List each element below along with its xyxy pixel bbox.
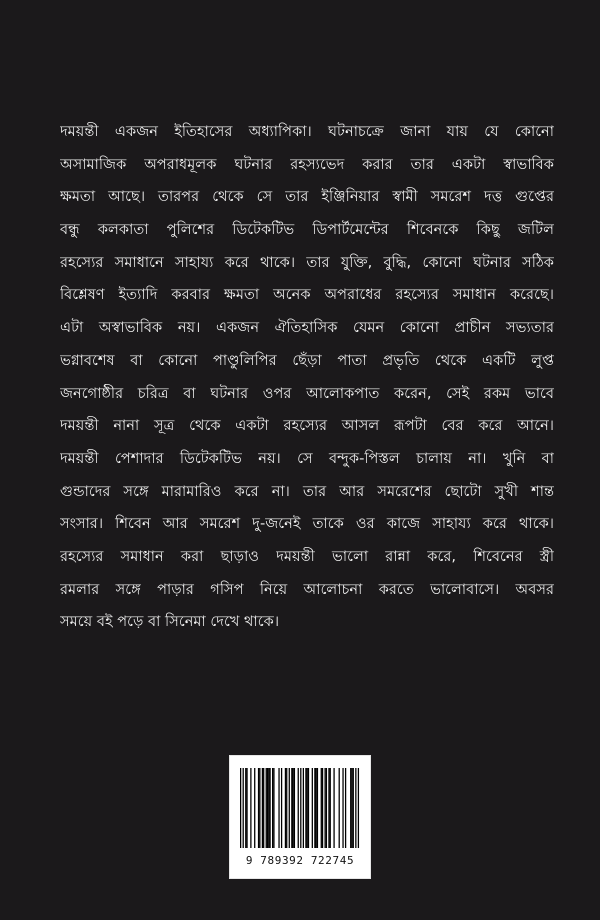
- barcode-bar: [258, 768, 259, 848]
- isbn-barcode: [229, 755, 371, 879]
- barcode-bar: [328, 768, 329, 848]
- barcode-bar: [353, 768, 354, 848]
- barcode-bar: [351, 768, 352, 848]
- barcode-bar: [330, 768, 331, 848]
- barcode-bar: [259, 768, 260, 848]
- blurb-line: রমলার সঙ্গে পাড়ার গসিপ নিয়ে আলোচনা করতে ভালোবাসে। অবসর: [60, 580, 554, 598]
- blurb-line: ক্ষমতা আছে। তারপর থেকে সে তার ইঞ্জিনিয়ার স্বামী সমরেশ দত্ত গুপ্তের: [60, 188, 554, 206]
- barcode-bar: [350, 768, 351, 848]
- barcode-bar: [278, 768, 279, 848]
- barcode-bar: [250, 768, 251, 848]
- barcode-bar: [339, 768, 340, 848]
- barcode-bar: [345, 768, 346, 848]
- barcode-bar: [292, 768, 293, 848]
- blurb-line: সময়ে বই পড়ে বা সিনেমা দেখে থাকে।: [60, 613, 280, 631]
- barcode-bar: [307, 768, 308, 848]
- barcode-bar: [321, 768, 322, 848]
- barcode-bar: [312, 768, 313, 848]
- barcode-bar: [266, 768, 267, 848]
- barcode-bar: [355, 768, 356, 848]
- barcode-bar: [322, 768, 323, 848]
- blurb-line: দময়ন্তী পেশাদার ডিটেকটিভ নয়। সে বন্দুক-পিস্তল চালায় না। খুনি বা: [60, 449, 554, 467]
- barcode-bar: [268, 768, 269, 848]
- blurb-line: গুন্ডাদের সঙ্গে মারামারিও করে না। তার আর সমরেশের ছোটো সুখী শান্ত: [60, 482, 554, 500]
- barcode-bar: [243, 768, 244, 848]
- blurb-line: দময়ন্তী নানা সূত্র থেকে একটা রহস্যের আসল রূপটা বের করে আনে।: [60, 417, 554, 435]
- blurb-line: রহস্যের সমাধানে সাহায্য করে থাকে। তার যুক্তি, বুদ্ধি, কোনো ঘটনার সঠিক: [60, 253, 554, 271]
- blurb-line: জনগোষ্ঠীর চরিত্র বা ঘটনার ওপর আলোকপাত করেন, সেই রকম ভাবে: [60, 384, 554, 402]
- barcode-bar: [254, 768, 255, 848]
- isbn-number: 9 789392 722745: [245, 854, 355, 867]
- barcode-bar: [324, 768, 325, 848]
- barcode-bar: [263, 768, 264, 848]
- barcode-bar: [303, 768, 304, 848]
- barcode-bar: [273, 768, 274, 848]
- blurb-line: দময়ন্তী একজন ইতিহাসের অধ্যাপিকা। ঘটনাচক্রে জানা যায় যে কোনো: [60, 123, 554, 140]
- barcode-bar: [314, 768, 315, 848]
- blurb-line: বিশ্লেষণ ইত্যাদি করবার ক্ষমতা অনেক অপরাধের রহস্যের সমাধান করেছে।: [60, 286, 554, 304]
- barcode-bar: [326, 768, 327, 848]
- barcode-bar: [305, 768, 306, 848]
- blurb-line: বন্ধু কলকাতা পুলিশের ডিটেকটিভ ডিপার্টমেন্টের শিবেনকে কিছু জটিল: [60, 221, 554, 239]
- barcode-bar: [342, 768, 343, 848]
- barcode-bar: [285, 768, 286, 848]
- barcode-bar: [300, 768, 301, 848]
- blurb-text: [60, 116, 554, 639]
- barcode-bar: [298, 768, 299, 848]
- barcode-bar: [316, 768, 317, 848]
- barcode-bar: [308, 768, 309, 848]
- barcode-bar: [281, 768, 282, 848]
- barcode-bar: [245, 768, 246, 848]
- barcode-bar: [291, 768, 292, 848]
- barcode-bar: [333, 768, 334, 848]
- barcode-bar: [294, 768, 295, 848]
- barcode-bar: [286, 768, 287, 848]
- barcode-bar: [246, 768, 247, 848]
- blurb-line: এটা অস্বাভাবিক নয়। একজন ঐতিহাসিক যেমন কোনো প্রাচীন সভ্যতার: [60, 319, 554, 337]
- barcode-bars: [230, 756, 370, 856]
- barcode-bar: [262, 768, 263, 848]
- blurb-line: ভগ্নাবশেষ বা কোনো পাণ্ডুলিপির ছেঁড়া পাতা প্রভৃতি থেকে একটি লুপ্ত: [60, 351, 554, 369]
- barcode-bar: [267, 768, 268, 848]
- barcode-bar: [240, 768, 241, 848]
- blurb-line: সংসার। শিবেন আর সমরেশ দু-জনেই তাকে ওর কাজে সাহায্য করে থাকে।: [60, 515, 554, 533]
- barcode-bar: [358, 768, 359, 848]
- barcode-bar: [289, 768, 290, 848]
- barcode-bar: [317, 768, 318, 848]
- barcode-bar: [272, 768, 273, 848]
- blurb-line: রহস্যের সমাধান করা ছাড়াও দময়ন্তী ভালো রান্না করে, শিবেনের স্ত্রী: [60, 547, 554, 565]
- barcode-bar: [269, 768, 270, 848]
- blurb-line: অসামাজিক অপরাধমূলক ঘটনার রহস্যভেদ করার তার একটা স্বাভাবিক: [60, 155, 554, 173]
